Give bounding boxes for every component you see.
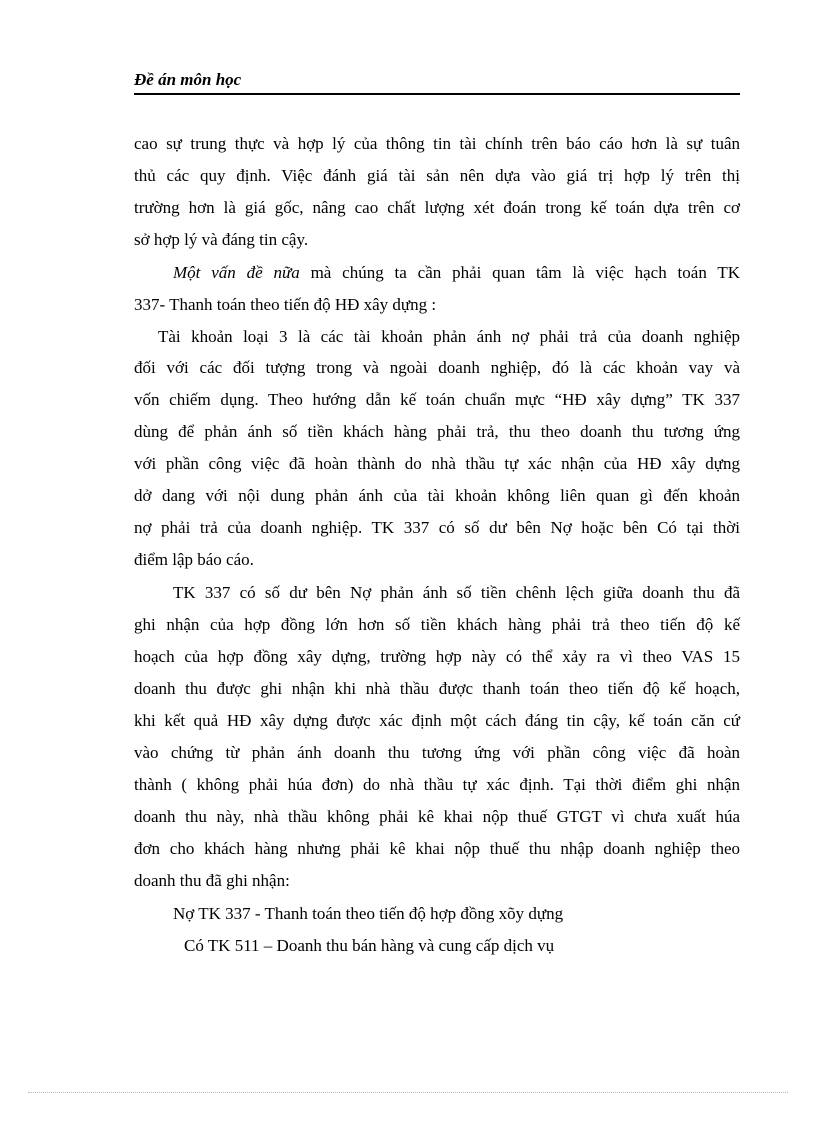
text-line: thủ các quy định. Việc đánh giá tài sản nên dựa vào giá trị hợp lý trên thị	[134, 166, 740, 185]
text-line: Tài khoản loại 3 là các tài khoản phản ánh nợ phải trả của doanh nghiệp	[158, 327, 740, 346]
text-line: 337- Thanh toán theo tiến độ HĐ xây dựng :	[134, 295, 437, 314]
text-line: đơn cho khách hàng nhưng phải kê khai nộp thuế thu nhập doanh nghiệp theo	[134, 839, 740, 858]
text-line: doanh thu được ghi nhận khi nhà thầu được thanh toán theo tiến độ kế hoạch,	[134, 679, 740, 698]
page-header-title: Đề án môn học	[134, 70, 242, 89]
text-line: doanh thu này, nhà thầu không phải kê khai nộp thuế GTGT vì chưa xuất húa	[134, 807, 740, 826]
italic-phrase: Một vấn đề nữa	[173, 263, 300, 282]
header-rule	[134, 93, 740, 95]
journal-entry-credit: Có TK 511 – Doanh thu bán hàng và cung cấp dịch vụ	[184, 936, 555, 955]
text-run: mà chúng ta cần phải quan tâm là việc hạch toán TK	[299, 263, 740, 282]
text-line: đối với các đối tượng trong và ngoài doanh nghiệp, đó là các khoản vay và	[134, 358, 740, 377]
text-line: thành ( không phải húa đơn) do nhà thầu tự xác định. Tại thời điểm ghi nhận	[134, 775, 740, 794]
page-bottom-rule	[28, 1092, 788, 1093]
text-line: TK 337 có số dư bên Nợ phản ánh số tiền chênh lệch giữa doanh thu đã	[173, 583, 740, 602]
text-line: dở dang với nội dung phản ánh của tài khoản không liên quan gì đến khoản	[134, 486, 740, 505]
text-line: dùng để phản ánh số tiền khách hàng phải trả, thu theo doanh thu tương ứng	[134, 422, 740, 441]
text-line: vốn chiếm dụng. Theo hướng dẫn kế toán chuẩn mực “HĐ xây dựng” TK 337	[134, 390, 740, 409]
text-line: khi kết quả HĐ xây dựng được xác định một cách đáng tin cậy, kế toán căn cứ	[134, 711, 740, 730]
text-line: trường hơn là giá gốc, nâng cao chất lượng xét đoán trong kế toán dựa trên cơ	[134, 198, 740, 217]
text-line: doanh thu đã ghi nhận:	[134, 871, 290, 890]
journal-entry-debit: Nợ TK 337 - Thanh toán theo tiến độ hợp đồng xõy dựng	[173, 904, 564, 923]
text-line	[173, 263, 740, 283]
text-line: điểm lập báo cáo.	[134, 550, 254, 569]
text-line: với phần công việc đã hoàn thành do nhà thầu tự xác nhận của HĐ xây dựng	[134, 454, 740, 473]
text-line: ghi nhận của hợp đồng lớn hơn số tiền khách hàng phải trả theo tiến độ kế	[134, 615, 740, 634]
text-line: cao sự trung thực và hợp lý của thông tin tài chính trên báo cáo hơn là sự tuân	[134, 134, 740, 153]
text-line: sở hợp lý và đáng tin cậy.	[134, 230, 309, 249]
text-line: vào chứng từ phản ánh doanh thu tương ứng với phần công việc đã hoàn	[134, 743, 740, 762]
text-line: nợ phải trả của doanh nghiệp. TK 337 có số dư bên Nợ hoặc bên Có tại thời	[134, 518, 740, 537]
text-line: hoạch của hợp đồng xây dựng, trường hợp này có thể xảy ra vì theo VAS 15	[134, 647, 740, 666]
